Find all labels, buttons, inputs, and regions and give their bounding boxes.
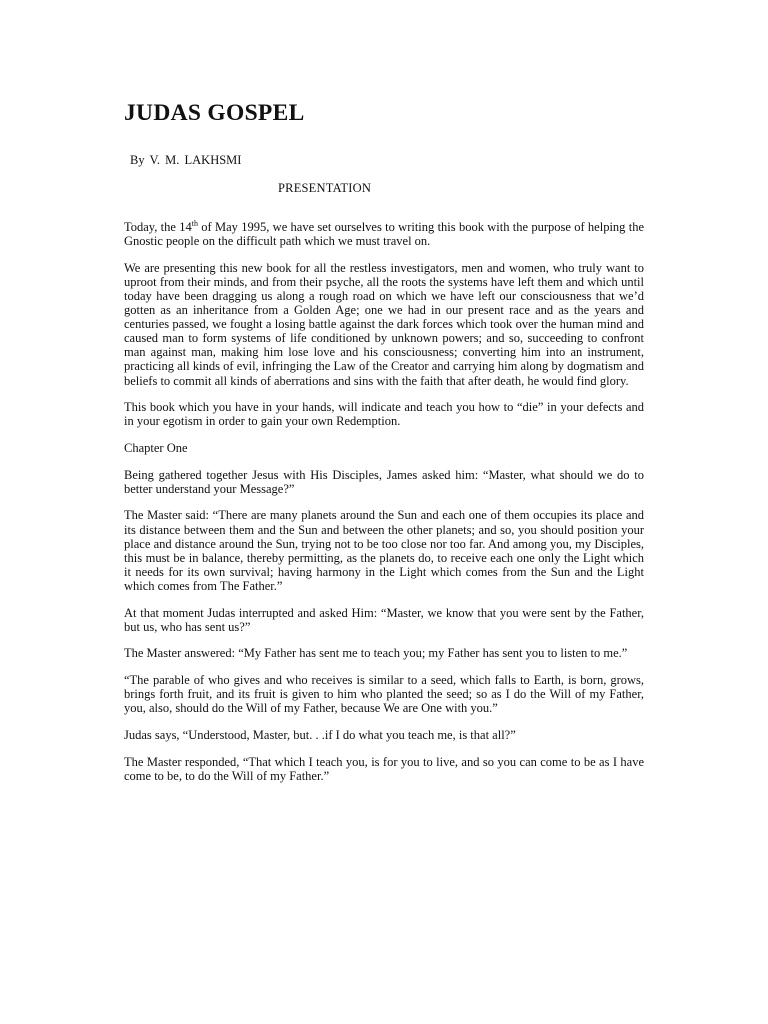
paragraph: Judas says, “Understood, Master, but. . .if I do what you teach me, is that all?” (124, 727, 516, 742)
paragraph: The Master answered: “My Father has sent me to teach you; my Father has sent you to listen to me.” (124, 646, 628, 661)
document-body (124, 220, 644, 795)
chapter-heading: Chapter One (124, 441, 188, 455)
document-title: JUDAS GOSPEL (124, 100, 305, 126)
paragraph-intro (124, 220, 644, 248)
paragraph: We are presenting this new book for all the restless investigators, men and women, who truly want to uproot from their minds, and from their psyche, all the roots the systems have left them and which until today have been dragging us along a rough road on which we have left our consciousness that we’d gotten as an inheritance from a Golden Age; one we had in our present race and as the years and centuries passed, we fought a losing battle against the dark forces which took over the human mind and caused man to form systems of life conditioned by unknown powers; and so, succeeding to confront man against man, making him lose love and his consciousness; converting him into an instrument, practicing all kinds of evil, infringing the Law of the Creator and carrying him along by dogmatism and beliefs to commit all kinds of aberrations and sins with the faith that after death, he would find glory. (124, 260, 644, 388)
paragraph: Being gathered together Jesus with His Disciples, James asked him: “Master, what should we do to better understand your Message?” (124, 467, 644, 496)
paragraph: At that moment Judas interrupted and asked Him: “Master, we know that you were sent by the Father, but us, who has sent us?” (124, 605, 644, 634)
paragraph: The Master said: “There are many planets around the Sun and each one of them occupies its place and its distance between them and the Sun and between the other planets; and so, you should position your place and distance around the Sun, trying not to be too close nor too far. And among you, my Disciples, this must be in balance, thereby permitting, as the planets do, to receive each one only the Light which it needs for its own survival; having harmony in the Light which comes from the Sun and the Light which comes from The Father.” (124, 508, 644, 593)
paragraph: This book which you have in your hands, will indicate and teach you how to “die” in your defects and in your egotism in order to gain your own Redemption. (124, 400, 644, 429)
author-byline: By V. M. LAKHSMI (130, 153, 242, 167)
paragraph-text: of May 1995, we have set ourselves to writing this book with the purpose of helping the Gnostic people on the difficult path which we must travel on. (124, 220, 645, 249)
paragraph-text: Today, the 14 (124, 220, 192, 234)
section-heading: PRESENTATION (278, 181, 372, 195)
paragraph: “The parable of who gives and who receives is similar to a seed, which falls to Earth, is born, grows, brings forth fruit, and its fruit is given to him who planted the seed; so as I do the Will of my Father, you, also, should do the Will of my Father, because We are One with you.” (124, 673, 644, 716)
ordinal-suffix: th (191, 218, 198, 228)
paragraph: The Master responded, “That which I teach you, is for you to live, and so you can come to be as I have come to be, to do the Will of my Father.” (124, 754, 644, 783)
